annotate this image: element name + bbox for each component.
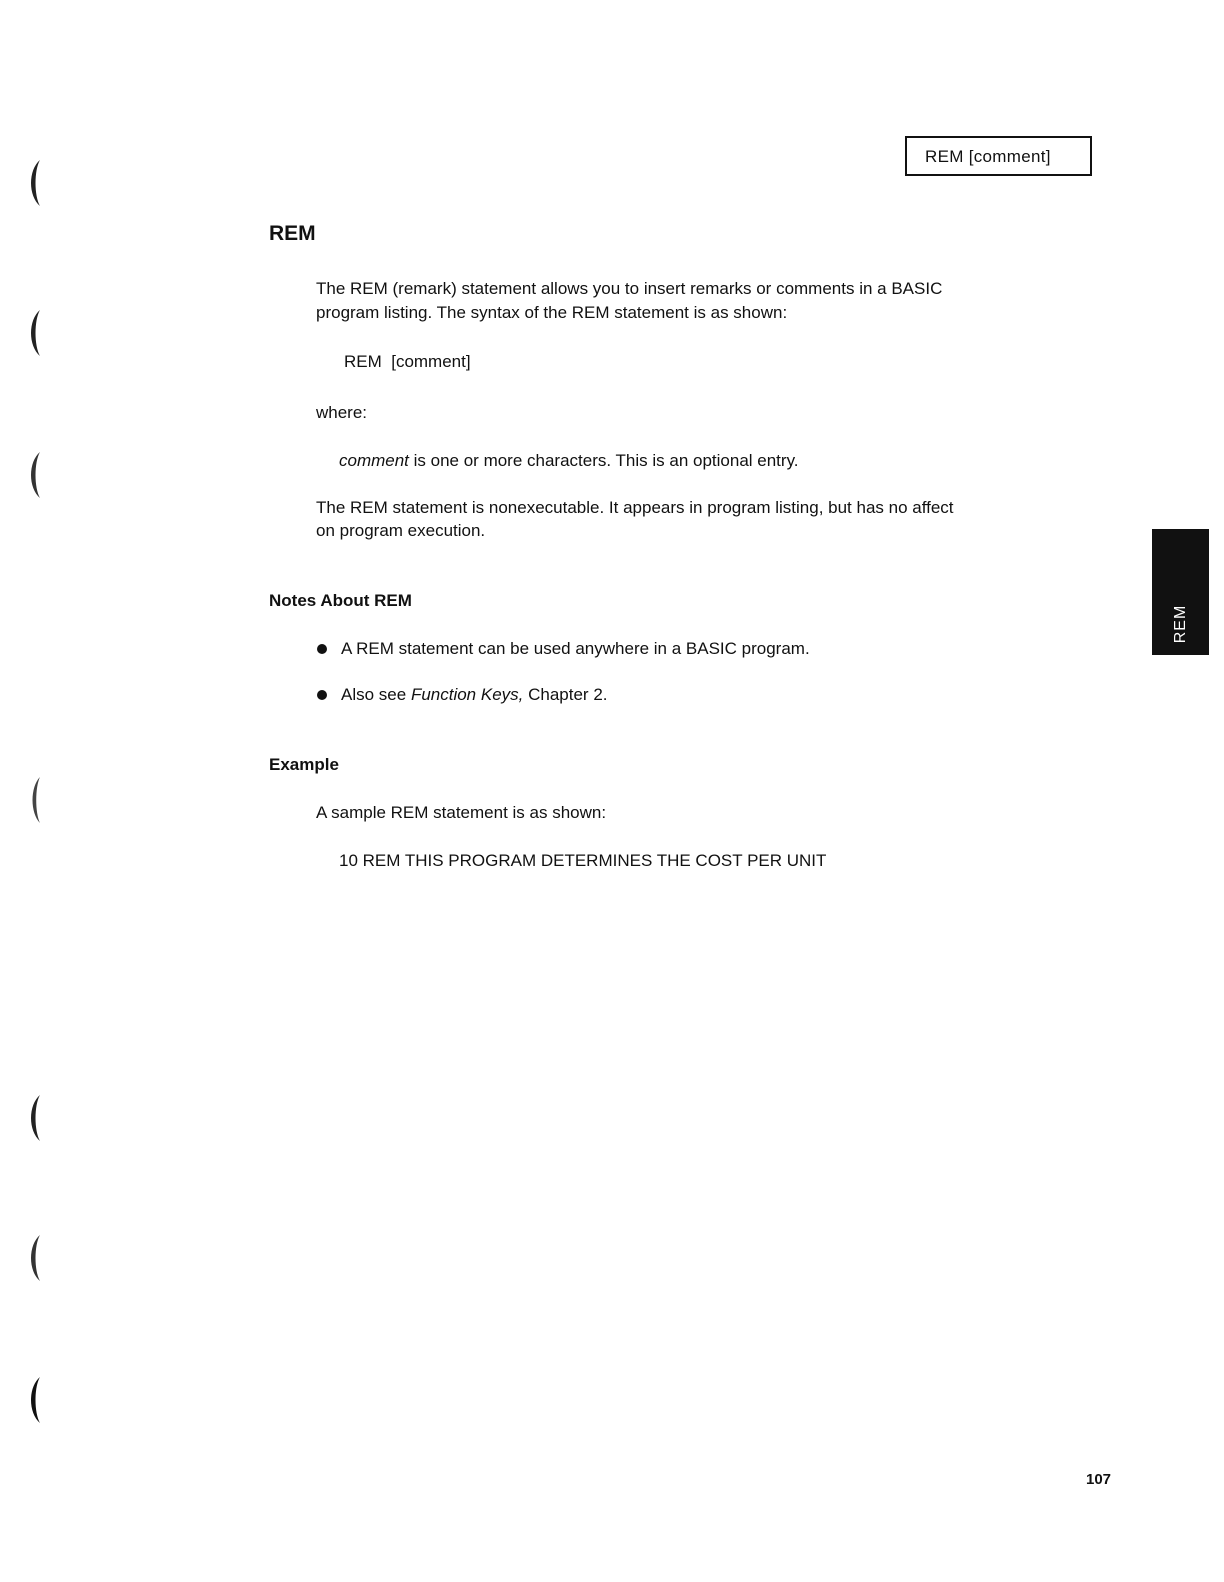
example-intro: A sample REM statement is as shown: xyxy=(316,803,607,822)
param-name: comment xyxy=(339,451,409,470)
notes-heading: Notes About REM xyxy=(269,591,412,610)
exec-text-line-1: The REM statement is nonexecutable. It appears in program listing, but has no affect xyxy=(316,498,954,517)
chapter-thumb-tab xyxy=(1152,529,1209,655)
example-heading: Example xyxy=(269,755,339,774)
binding-mark-icon xyxy=(22,1233,46,1283)
list-item xyxy=(316,637,810,661)
exec-text-line-2: on program execution. xyxy=(316,521,486,540)
bullet-text: A REM statement can be used anywhere in a BASIC program. xyxy=(341,639,810,658)
binding-mark-icon xyxy=(22,308,46,358)
bullet-prefix: Also see xyxy=(341,685,411,704)
binding-mark-icon xyxy=(22,1093,46,1143)
list-item xyxy=(316,683,608,707)
example-code: 10 REM THIS PROGRAM DETERMINES THE COST PER UNIT xyxy=(339,851,827,870)
section-title: REM xyxy=(269,222,316,245)
intro-text-line-1: The REM (remark) statement allows you to insert remarks or comments in a BASIC xyxy=(316,279,943,298)
binding-mark-icon xyxy=(22,775,46,825)
syntax-line: REM [comment] xyxy=(344,352,471,371)
bullet-text xyxy=(341,683,608,707)
binding-mark-icon xyxy=(22,450,46,500)
binding-mark-icon xyxy=(22,1375,46,1425)
where-label: where: xyxy=(316,403,368,422)
bullet-suffix: Chapter 2. xyxy=(523,685,608,704)
intro-text-line-2: program listing. The syntax of the REM statement is as shown: xyxy=(316,303,788,322)
param-description xyxy=(339,449,799,473)
param-desc-text: is one or more characters. This is an optional entry. xyxy=(408,451,799,470)
binding-mark-icon xyxy=(22,158,46,208)
bullet-reference: Function Keys, xyxy=(410,685,524,704)
bullet-icon xyxy=(317,644,327,654)
bullet-icon xyxy=(317,690,327,700)
page-number: 107 xyxy=(1086,1471,1112,1488)
syntax-header-box: REM [comment] xyxy=(905,136,1092,176)
thumb-tab-label: REM xyxy=(1171,604,1189,644)
